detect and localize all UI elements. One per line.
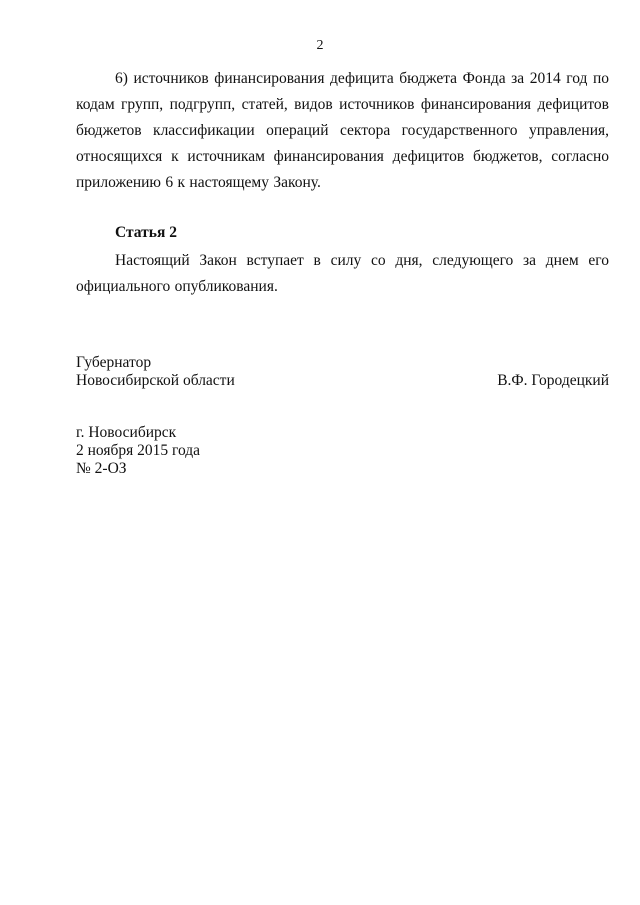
signer-name: В.Ф. Городецкий [497, 372, 609, 389]
date: 2 ноября 2015 года [76, 442, 201, 459]
page-number: 2 [316, 38, 324, 53]
signer-position-line2: Новосибирской области [76, 372, 235, 389]
place-date-block [76, 424, 200, 478]
law-number: № 2-ОЗ [76, 460, 127, 477]
signature-block [76, 354, 609, 390]
city: г. Новосибирск [76, 424, 177, 441]
article-2-paragraph: Настоящий Закон вступает в силу со дня, следующего за днем его официального опубликования. [76, 252, 609, 295]
item-6-paragraph: 6) источников финансирования дефицита бюджета Фонда за 2014 год по кодам групп, подгрупп, статей, видов источников финансирования дефицитов бюджетов классификации операций сектора государственного управления, относящихся к источникам финансирования дефицитов бюджетов, согласно приложению 6 к настоящему Закону. [76, 70, 609, 191]
signer-position-line1: Губернатор [76, 354, 152, 371]
signature-row [76, 372, 609, 390]
article-heading: Статья 2 [115, 224, 177, 241]
